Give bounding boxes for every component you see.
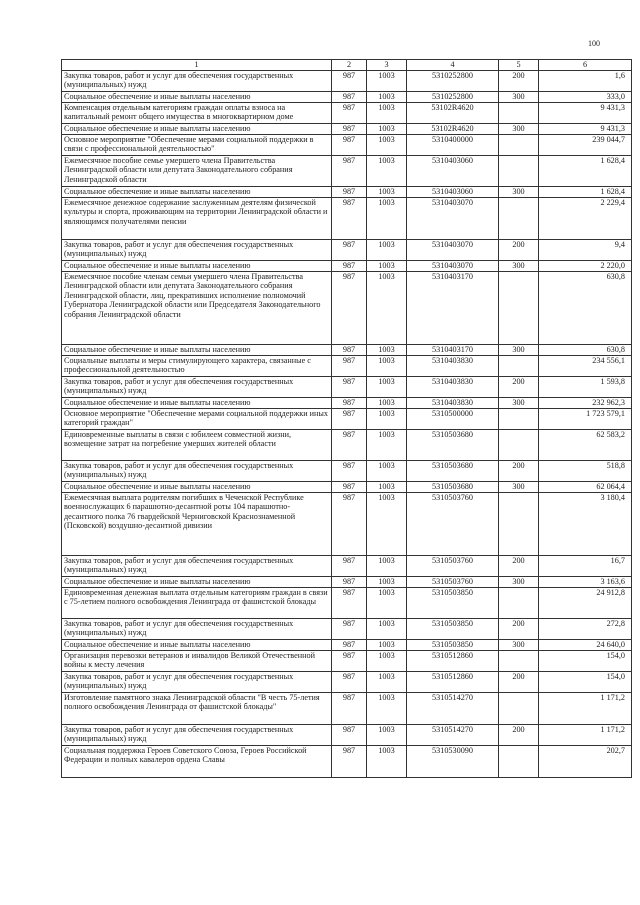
row-admin-code: 987 — [332, 587, 367, 618]
row-expense-type: 200 — [499, 671, 539, 692]
row-expense-type — [499, 102, 539, 123]
row-target-code: 5310403070 — [407, 260, 499, 271]
header-cell: 3 — [367, 60, 407, 71]
row-section-code: 1003 — [367, 271, 407, 344]
row-amount: 202,7 — [539, 745, 632, 777]
table-row — [62, 671, 632, 692]
row-target-code: 5310403170 — [407, 271, 499, 344]
row-admin-code: 987 — [332, 481, 367, 492]
table-row — [62, 576, 632, 587]
row-amount: 1 171,2 — [539, 724, 632, 745]
row-amount: 630,8 — [539, 271, 632, 344]
row-description: Социальное обеспечение и иные выплаты населению — [62, 186, 332, 197]
row-target-code: 5310500000 — [407, 408, 499, 429]
row-description: Закупка товаров, работ и услуг для обеспечения государственных (муниципальных) нужд — [62, 724, 332, 745]
row-section-code: 1003 — [367, 123, 407, 134]
row-description: Изготовление памятного знака Ленинградской области "В честь 75-летия полного освобождения Ленинграда от фашистской блокады" — [62, 692, 332, 724]
row-description: Единовременные выплаты в связи с юбилеем совместной жизни, возмещение затрат на погребение умерших жителей области — [62, 429, 332, 460]
row-admin-code: 987 — [332, 429, 367, 460]
row-section-code: 1003 — [367, 186, 407, 197]
row-expense-type — [499, 692, 539, 724]
row-section-code: 1003 — [367, 745, 407, 777]
row-description: Закупка товаров, работ и услуг для обеспечения государственных (муниципальных) нужд — [62, 460, 332, 481]
row-target-code: 5310503760 — [407, 555, 499, 576]
row-amount: 1 628,4 — [539, 186, 632, 197]
row-expense-type: 300 — [499, 639, 539, 650]
row-admin-code: 987 — [332, 123, 367, 134]
row-section-code: 1003 — [367, 91, 407, 102]
row-admin-code: 987 — [332, 239, 367, 260]
row-section-code: 1003 — [367, 70, 407, 91]
row-target-code: 5310403830 — [407, 355, 499, 376]
row-expense-type — [499, 155, 539, 186]
row-expense-type — [499, 650, 539, 671]
row-target-code: 5310503850 — [407, 618, 499, 639]
row-target-code: 5310503680 — [407, 429, 499, 460]
row-section-code: 1003 — [367, 134, 407, 155]
row-expense-type: 200 — [499, 618, 539, 639]
row-admin-code: 987 — [332, 355, 367, 376]
row-expense-type: 200 — [499, 724, 539, 745]
row-section-code: 1003 — [367, 460, 407, 481]
row-section-code: 1003 — [367, 102, 407, 123]
table-row — [62, 102, 632, 123]
row-expense-type — [499, 745, 539, 777]
row-target-code: 5310403070 — [407, 239, 499, 260]
row-amount: 62 064,4 — [539, 481, 632, 492]
row-target-code: 5310514270 — [407, 724, 499, 745]
row-admin-code: 987 — [332, 271, 367, 344]
row-amount: 333,0 — [539, 91, 632, 102]
row-admin-code: 987 — [332, 155, 367, 186]
table-row — [62, 123, 632, 134]
table-row — [62, 155, 632, 186]
header-cell: 2 — [332, 60, 367, 71]
row-section-code: 1003 — [367, 344, 407, 355]
row-amount: 3 163,6 — [539, 576, 632, 587]
row-amount: 154,0 — [539, 671, 632, 692]
row-expense-type: 300 — [499, 397, 539, 408]
row-description: Ежемесячная выплата родителям погибших в Чеченской Республике военнослужащих 6 парашютно-десантной роты 104 парашютно-десантного полка 76 гвардейской Черниговской Краснознаменной (Псковской) воздушно-десантной дивизии — [62, 492, 332, 555]
row-expense-type — [499, 197, 539, 239]
row-target-code: 53102R4620 — [407, 123, 499, 134]
row-section-code: 1003 — [367, 429, 407, 460]
row-amount: 24 640,0 — [539, 639, 632, 650]
row-target-code: 5310503680 — [407, 460, 499, 481]
row-section-code: 1003 — [367, 492, 407, 555]
header-cell: 5 — [499, 60, 539, 71]
row-amount: 3 180,4 — [539, 492, 632, 555]
table-row — [62, 460, 632, 481]
row-section-code: 1003 — [367, 639, 407, 650]
row-target-code: 5310400000 — [407, 134, 499, 155]
row-expense-type: 300 — [499, 344, 539, 355]
row-section-code: 1003 — [367, 692, 407, 724]
row-description: Социальное обеспечение и иные выплаты населению — [62, 481, 332, 492]
row-amount: 1,6 — [539, 70, 632, 91]
table-row — [62, 692, 632, 724]
row-expense-type — [499, 492, 539, 555]
row-description: Социальное обеспечение и иные выплаты населению — [62, 344, 332, 355]
row-description: Закупка товаров, работ и услуг для обеспечения государственных (муниципальных) нужд — [62, 70, 332, 91]
row-target-code: 5310403060 — [407, 155, 499, 186]
row-description: Ежемесячное пособие семье умершего члена Правительства Ленинградской области или депутата Законодательного собрания Ленинградской области — [62, 155, 332, 186]
row-admin-code: 987 — [332, 745, 367, 777]
budget-table — [61, 59, 632, 778]
table-row — [62, 618, 632, 639]
table-row — [62, 197, 632, 239]
row-section-code: 1003 — [367, 155, 407, 186]
header-cell: 4 — [407, 60, 499, 71]
row-target-code: 5310503850 — [407, 639, 499, 650]
row-amount: 9 431,3 — [539, 123, 632, 134]
row-description: Закупка товаров, работ и услуг для обеспечения государственных (муниципальных) нужд — [62, 376, 332, 397]
table-row — [62, 429, 632, 460]
row-section-code: 1003 — [367, 408, 407, 429]
row-admin-code: 987 — [332, 724, 367, 745]
table-row — [62, 481, 632, 492]
row-expense-type — [499, 271, 539, 344]
row-amount: 518,8 — [539, 460, 632, 481]
row-admin-code: 987 — [332, 408, 367, 429]
row-admin-code: 987 — [332, 650, 367, 671]
row-amount: 16,7 — [539, 555, 632, 576]
row-expense-type: 300 — [499, 186, 539, 197]
row-admin-code: 987 — [332, 134, 367, 155]
row-target-code: 53102R4620 — [407, 102, 499, 123]
row-admin-code: 987 — [332, 671, 367, 692]
table-row — [62, 650, 632, 671]
row-description: Компенсация отдельным категориям граждан оплаты взноса на капитальный ремонт общего имущества в многоквартирном доме — [62, 102, 332, 123]
table-row — [62, 271, 632, 344]
table-row — [62, 355, 632, 376]
table-row — [62, 724, 632, 745]
row-description: Социальное обеспечение и иные выплаты населению — [62, 123, 332, 134]
header-cell: 1 — [62, 60, 332, 71]
row-expense-type: 200 — [499, 376, 539, 397]
row-admin-code: 987 — [332, 91, 367, 102]
row-amount: 154,0 — [539, 650, 632, 671]
table-row — [62, 186, 632, 197]
row-target-code: 5310252800 — [407, 70, 499, 91]
row-admin-code: 987 — [332, 492, 367, 555]
row-amount: 272,8 — [539, 618, 632, 639]
row-amount: 9,4 — [539, 239, 632, 260]
row-description: Закупка товаров, работ и услуг для обеспечения государственных (муниципальных) нужд — [62, 671, 332, 692]
row-amount: 9 431,3 — [539, 102, 632, 123]
row-expense-type: 300 — [499, 91, 539, 102]
table-row — [62, 260, 632, 271]
row-admin-code: 987 — [332, 639, 367, 650]
row-target-code: 5310503850 — [407, 587, 499, 618]
row-section-code: 1003 — [367, 355, 407, 376]
row-amount: 1 593,8 — [539, 376, 632, 397]
table-row — [62, 555, 632, 576]
row-amount: 2 220,0 — [539, 260, 632, 271]
header-row — [62, 60, 632, 71]
row-section-code: 1003 — [367, 671, 407, 692]
row-description: Ежемесячное пособие членам семьи умершего члена Правительства Ленинградской области или депутата Законодательного собрания Ленинградской области, лиц, прекративших исполнение полномочий Губернатора Ленинградской области или Председателя Законодательного собрания Ленинградской области — [62, 271, 332, 344]
row-expense-type: 300 — [499, 123, 539, 134]
table-row — [62, 91, 632, 102]
page-number: 100 — [588, 39, 600, 48]
row-target-code: 5310530090 — [407, 745, 499, 777]
row-section-code: 1003 — [367, 650, 407, 671]
row-description: Закупка товаров, работ и услуг для обеспечения государственных (муниципальных) нужд — [62, 618, 332, 639]
row-expense-type — [499, 355, 539, 376]
table-row — [62, 239, 632, 260]
row-admin-code: 987 — [332, 460, 367, 481]
row-expense-type: 200 — [499, 70, 539, 91]
row-target-code: 5310403830 — [407, 376, 499, 397]
row-section-code: 1003 — [367, 555, 407, 576]
row-expense-type — [499, 134, 539, 155]
row-admin-code: 987 — [332, 397, 367, 408]
table-row — [62, 587, 632, 618]
header-cell: 6 — [539, 60, 632, 71]
table-row — [62, 397, 632, 408]
row-admin-code: 987 — [332, 102, 367, 123]
row-admin-code: 987 — [332, 344, 367, 355]
row-description: Социальное обеспечение и иные выплаты населению — [62, 397, 332, 408]
row-description: Социальное обеспечение и иные выплаты населению — [62, 260, 332, 271]
table-row — [62, 408, 632, 429]
row-expense-type: 200 — [499, 555, 539, 576]
row-description: Организация перевозки ветеранов и инвалидов Великой Отечественной войны к месту лечения — [62, 650, 332, 671]
row-amount: 1 723 579,1 — [539, 408, 632, 429]
row-target-code: 5310252800 — [407, 91, 499, 102]
row-target-code: 5310403070 — [407, 197, 499, 239]
row-description: Закупка товаров, работ и услуг для обеспечения государственных (муниципальных) нужд — [62, 555, 332, 576]
row-description: Социальное обеспечение и иные выплаты населению — [62, 639, 332, 650]
table-row — [62, 639, 632, 650]
row-admin-code: 987 — [332, 555, 367, 576]
row-section-code: 1003 — [367, 618, 407, 639]
row-admin-code: 987 — [332, 618, 367, 639]
row-admin-code: 987 — [332, 186, 367, 197]
row-section-code: 1003 — [367, 576, 407, 587]
row-expense-type — [499, 429, 539, 460]
row-description: Основное мероприятие "Обеспечение мерами социальной поддержки иных категорий граждан" — [62, 408, 332, 429]
table-row — [62, 376, 632, 397]
row-admin-code: 987 — [332, 376, 367, 397]
row-amount: 1 628,4 — [539, 155, 632, 186]
row-amount: 630,8 — [539, 344, 632, 355]
row-section-code: 1003 — [367, 397, 407, 408]
row-amount: 24 912,8 — [539, 587, 632, 618]
row-expense-type — [499, 587, 539, 618]
row-section-code: 1003 — [367, 239, 407, 260]
row-section-code: 1003 — [367, 260, 407, 271]
row-amount: 234 556,1 — [539, 355, 632, 376]
row-expense-type — [499, 408, 539, 429]
row-admin-code: 987 — [332, 260, 367, 271]
table-row — [62, 344, 632, 355]
row-expense-type: 300 — [499, 481, 539, 492]
row-admin-code: 987 — [332, 197, 367, 239]
row-description: Основное мероприятие "Обеспечение мерами социальной поддержки в связи с профессиональной деятельностью" — [62, 134, 332, 155]
table-row — [62, 492, 632, 555]
row-section-code: 1003 — [367, 587, 407, 618]
row-section-code: 1003 — [367, 724, 407, 745]
row-section-code: 1003 — [367, 481, 407, 492]
row-description: Ежемесячное денежное содержание заслуженным деятелям физической культуры и спорта, проживающим на территории Ленинградской области и являющимся получателями пенсии — [62, 197, 332, 239]
table-row — [62, 134, 632, 155]
row-target-code: 5310503680 — [407, 481, 499, 492]
row-section-code: 1003 — [367, 197, 407, 239]
row-admin-code: 987 — [332, 70, 367, 91]
row-expense-type: 300 — [499, 576, 539, 587]
row-target-code: 5310503760 — [407, 492, 499, 555]
row-description: Закупка товаров, работ и услуг для обеспечения государственных (муниципальных) нужд — [62, 239, 332, 260]
row-target-code: 5310403170 — [407, 344, 499, 355]
row-amount: 2 229,4 — [539, 197, 632, 239]
row-target-code: 5310512860 — [407, 650, 499, 671]
row-expense-type: 200 — [499, 239, 539, 260]
table-row — [62, 745, 632, 777]
row-amount: 62 583,2 — [539, 429, 632, 460]
row-target-code: 5310503760 — [407, 576, 499, 587]
table-row — [62, 70, 632, 91]
row-description: Единовременная денежная выплата отдельным категориям граждан в связи с 75-летием полного освобождения Ленинграда от фашистской блокады — [62, 587, 332, 618]
row-admin-code: 987 — [332, 692, 367, 724]
row-target-code: 5310403060 — [407, 186, 499, 197]
row-target-code: 5310514270 — [407, 692, 499, 724]
row-amount: 239 044,7 — [539, 134, 632, 155]
row-amount: 232 962,3 — [539, 397, 632, 408]
row-target-code: 5310512860 — [407, 671, 499, 692]
row-expense-type: 200 — [499, 460, 539, 481]
row-target-code: 5310403830 — [407, 397, 499, 408]
row-amount: 1 171,2 — [539, 692, 632, 724]
row-section-code: 1003 — [367, 376, 407, 397]
row-admin-code: 987 — [332, 576, 367, 587]
row-description: Социальное обеспечение и иные выплаты населению — [62, 576, 332, 587]
row-description: Социальное обеспечение и иные выплаты населению — [62, 91, 332, 102]
row-expense-type: 300 — [499, 260, 539, 271]
row-description: Социальные выплаты и меры стимулирующего характера, связанные с профессиональной деятельностью — [62, 355, 332, 376]
row-description: Социальная поддержка Героев Советского Союза, Героев Российской Федерации и полных кавалеров ордена Славы — [62, 745, 332, 777]
